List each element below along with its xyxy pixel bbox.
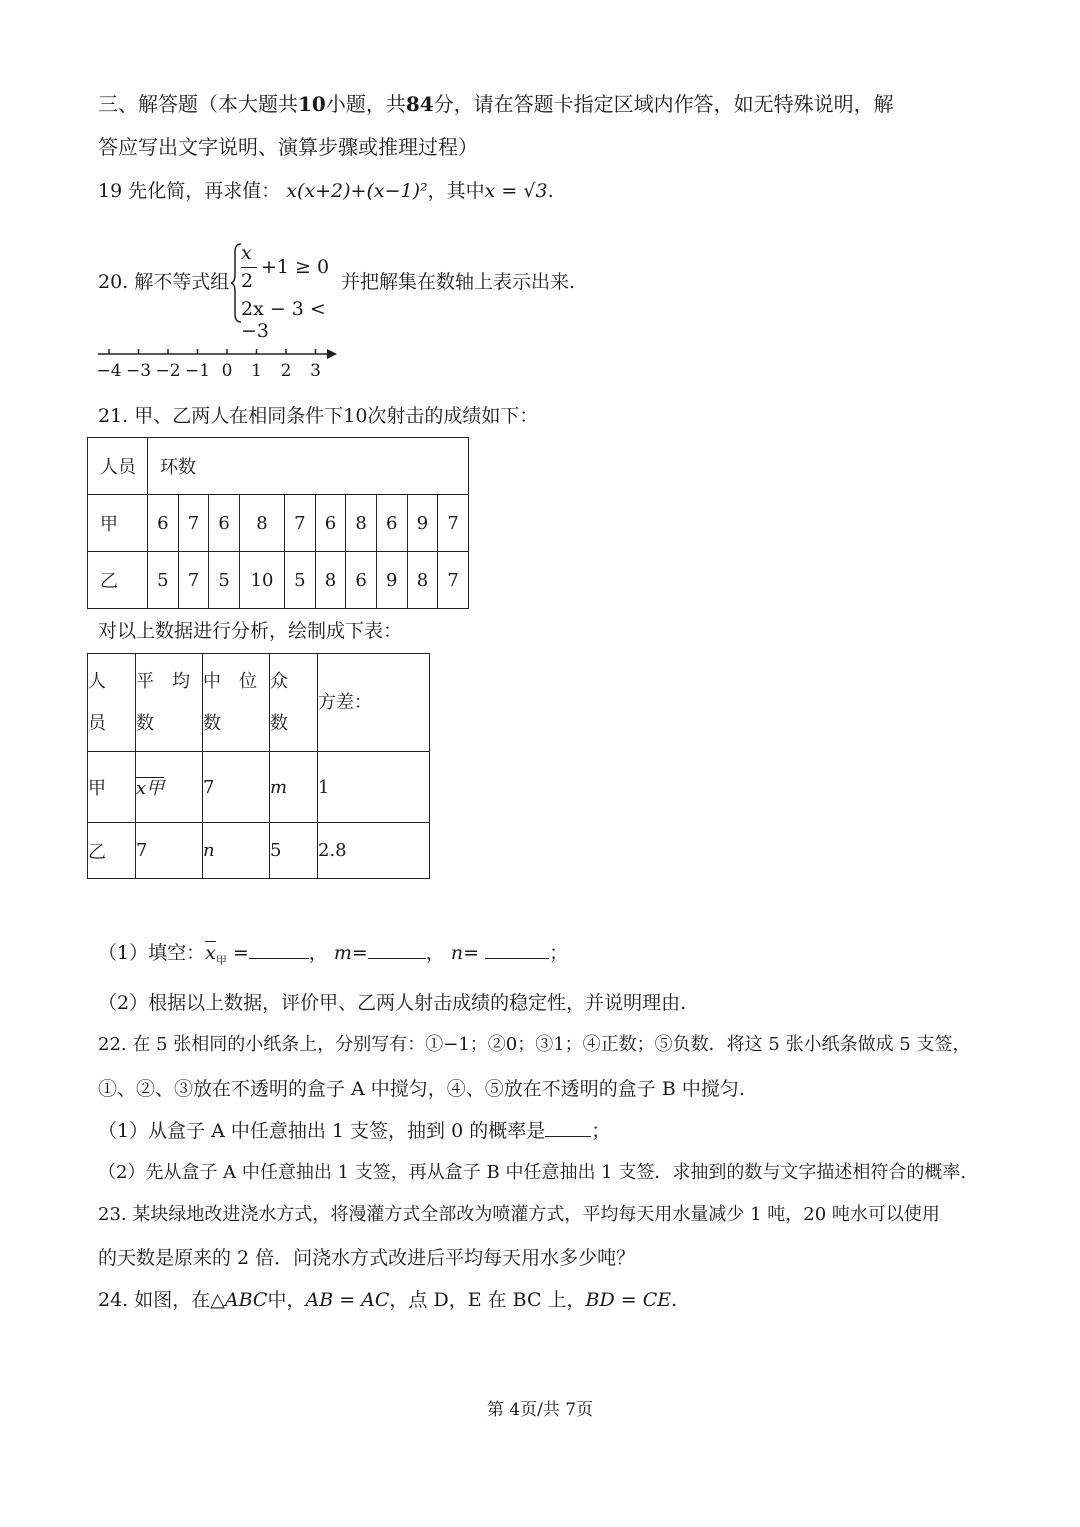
q20-prefix: 20. 解不等式组 bbox=[98, 271, 230, 293]
header-text: 数 bbox=[136, 712, 154, 734]
score-cell: 6 bbox=[346, 552, 377, 609]
score-cell: 5 bbox=[209, 552, 240, 609]
mean-cell: x甲 bbox=[136, 752, 203, 823]
score-cell: 6 bbox=[209, 495, 240, 552]
score-cell: 8 bbox=[407, 552, 438, 609]
q24-end: . bbox=[671, 1289, 678, 1311]
q24-prefix: 24. 如图，在 bbox=[98, 1289, 211, 1311]
axis-label: −1 bbox=[184, 361, 211, 381]
inequality-1-numerator: x bbox=[241, 242, 252, 264]
table-row-jia bbox=[88, 495, 469, 552]
q19-condition-prefix: ，其中 bbox=[427, 180, 485, 202]
header-text: 员 bbox=[88, 712, 106, 734]
row-name: 乙 bbox=[88, 552, 148, 609]
analysis-intro: 对以上数据进行分析，绘制成下表： bbox=[98, 620, 403, 642]
q19-end: . bbox=[547, 180, 554, 202]
heading-text-3: 分，请在答题卡指定区域内作答，如无特殊说明，解 bbox=[433, 92, 894, 116]
section-heading-line2: 答应写出文字说明、演算步骤或推理过程） bbox=[98, 135, 478, 159]
header-text: 方差： bbox=[318, 691, 372, 713]
score-cell: 8 bbox=[315, 552, 346, 609]
equals: = bbox=[351, 942, 368, 964]
section-heading bbox=[98, 94, 894, 114]
q19-text: 先化简，再求值： bbox=[128, 180, 281, 202]
q19-condition: x = √3 bbox=[484, 180, 548, 202]
score-cell: 6 bbox=[148, 495, 179, 552]
row-name: 甲 bbox=[88, 752, 136, 823]
inequality-2: 2x − 3 < −3 bbox=[241, 298, 326, 342]
inequality-system bbox=[231, 242, 351, 342]
header-text: 人 bbox=[88, 670, 106, 692]
median-cell: n bbox=[203, 823, 270, 879]
table-header-row bbox=[88, 438, 469, 495]
score-cell: 9 bbox=[376, 552, 407, 609]
mean-cell: 7 bbox=[136, 823, 203, 879]
score-table bbox=[87, 437, 469, 609]
mode-cell: m bbox=[270, 752, 318, 823]
axis-label: 1 bbox=[251, 361, 262, 381]
score-cell: 7 bbox=[438, 495, 469, 552]
row-name: 甲 bbox=[88, 495, 148, 552]
variance-cell: 2.8 bbox=[318, 823, 430, 879]
q24-mid2: ，点 D，E 在 BC 上， bbox=[389, 1289, 586, 1311]
mode-cell: 5 bbox=[270, 823, 318, 879]
q21-sub1 bbox=[98, 944, 568, 966]
analysis-row-yi bbox=[88, 823, 430, 879]
axis-label: 2 bbox=[280, 361, 292, 381]
number-line bbox=[95, 340, 355, 390]
table-row-yi bbox=[88, 552, 469, 609]
analysis-table bbox=[87, 653, 430, 879]
q19 bbox=[98, 182, 554, 201]
score-cell: 9 bbox=[407, 495, 438, 552]
score-cell: 6 bbox=[376, 495, 407, 552]
sub1-prefix: （1）填空： bbox=[98, 942, 206, 964]
q19-expression: x(x+2)+(x−1)² bbox=[286, 180, 428, 202]
q24-eq2: BD = CE bbox=[585, 1289, 672, 1311]
score-cell: 7 bbox=[178, 552, 209, 609]
header-mean bbox=[136, 654, 203, 752]
answer-blank-probability[interactable] bbox=[545, 1122, 591, 1137]
equals: = bbox=[463, 942, 480, 964]
heading-score: 84 bbox=[405, 92, 434, 116]
axis-label: −4 bbox=[96, 361, 122, 381]
answer-blank-mean[interactable] bbox=[249, 944, 309, 959]
score-cell: 5 bbox=[284, 552, 315, 609]
header-score: 环数 bbox=[148, 438, 469, 495]
q21-sub2: （2）根据以上数据，评价甲、乙两人射击成绩的稳定性，并说明理由. bbox=[98, 992, 687, 1014]
row-name: 乙 bbox=[88, 823, 136, 879]
separator: ， bbox=[425, 942, 445, 964]
q24-eq1: AB = AC bbox=[305, 1289, 390, 1311]
inequality-1-rest: +1 ≥ 0 bbox=[261, 256, 330, 278]
median-cell: 7 bbox=[203, 752, 270, 823]
q23-line2: 的天数是原来的 2 倍．问浇水方式改进后平均每天用水多少吨？ bbox=[98, 1247, 636, 1269]
q22-line2: ①、②、③放在不透明的盒子 A 中搅匀，④、⑤放在不透明的盒子 B 中搅匀. bbox=[98, 1078, 745, 1100]
score-cell: 8 bbox=[239, 495, 284, 552]
header-mode bbox=[270, 654, 318, 752]
heading-count: 10 bbox=[298, 92, 326, 116]
xbar-subscript: 甲 bbox=[215, 953, 227, 967]
q22-sub1 bbox=[98, 1122, 610, 1141]
page-footer: 第 4页/共 7页 bbox=[486, 1400, 594, 1420]
arrow-head bbox=[327, 349, 337, 359]
score-cell: 7 bbox=[284, 495, 315, 552]
separator: ， bbox=[308, 942, 328, 964]
var-m: m bbox=[333, 942, 352, 964]
heading-text-1: 三、解答题（本大题共 bbox=[98, 92, 298, 116]
xbar: $\overline{x}$ bbox=[205, 942, 216, 964]
header-text: 平 均 bbox=[136, 670, 190, 692]
sub1-end: ； bbox=[549, 942, 569, 964]
q23-line1: 23. 某块绿地改进浇水方式，将漫灌方式全部改为喷灌方式，平均每天用水量减少 1 吨，20 吨水可以使用 bbox=[98, 1204, 940, 1225]
header-text: 中 位 bbox=[203, 670, 257, 692]
inequality-1-denominator: 2 bbox=[241, 270, 254, 292]
score-cell: 7 bbox=[178, 495, 209, 552]
variance-cell: 1 bbox=[318, 752, 430, 823]
axis-label: 0 bbox=[221, 361, 233, 381]
answer-blank-m[interactable] bbox=[368, 944, 426, 959]
equals: = bbox=[232, 942, 249, 964]
score-cell: 7 bbox=[438, 552, 469, 609]
q22-line1: 22. 在 5 张相同的小纸条上，分别写有：①−1；②0；③1；④正数；⑤负数．将这 5 张小纸条做成 5 支签， bbox=[98, 1034, 971, 1055]
q24 bbox=[98, 1291, 677, 1310]
score-cell: 5 bbox=[148, 552, 179, 609]
score-cell: 6 bbox=[315, 495, 346, 552]
score-cell: 10 bbox=[239, 552, 284, 609]
header-text: 众 bbox=[270, 670, 288, 692]
q24-triangle: △ABC bbox=[210, 1289, 268, 1311]
header-person bbox=[88, 654, 136, 752]
q22-sub1-text: （1）从盒子 A 中任意抽出 1 支签，抽到 0 的概率是 bbox=[98, 1120, 546, 1142]
var-n: n bbox=[450, 942, 464, 964]
analysis-row-jia bbox=[88, 752, 430, 823]
header-median bbox=[203, 654, 270, 752]
header-person: 人员 bbox=[88, 438, 148, 495]
axis-label: −2 bbox=[155, 361, 181, 381]
score-cell: 8 bbox=[346, 495, 377, 552]
q19-number: 19 bbox=[98, 180, 123, 202]
header-text: 数 bbox=[270, 712, 288, 734]
q21-intro: 21. 甲、乙两人在相同条件下10次射击的成绩如下： bbox=[98, 405, 539, 427]
axis-label: 3 bbox=[310, 361, 321, 381]
q24-middle: 中， bbox=[267, 1289, 306, 1311]
header-variance bbox=[318, 654, 430, 752]
analysis-header-row bbox=[88, 654, 430, 752]
axis-label: −3 bbox=[125, 361, 152, 381]
q20-suffix: 并把解集在数轴上表示出来. bbox=[341, 271, 576, 293]
q22-sub1-end: ； bbox=[591, 1120, 611, 1142]
heading-text-2: 小题，共 bbox=[325, 92, 406, 116]
header-text: 数 bbox=[203, 712, 221, 734]
q22-sub2: （2）先从盒子 A 中任意抽出 1 支签，再从盒子 B 中任意抽出 1 支签．求抽到的数与文字描述相符合的概率. bbox=[98, 1162, 967, 1183]
answer-blank-n[interactable] bbox=[485, 944, 549, 959]
fraction-bar bbox=[241, 267, 257, 268]
